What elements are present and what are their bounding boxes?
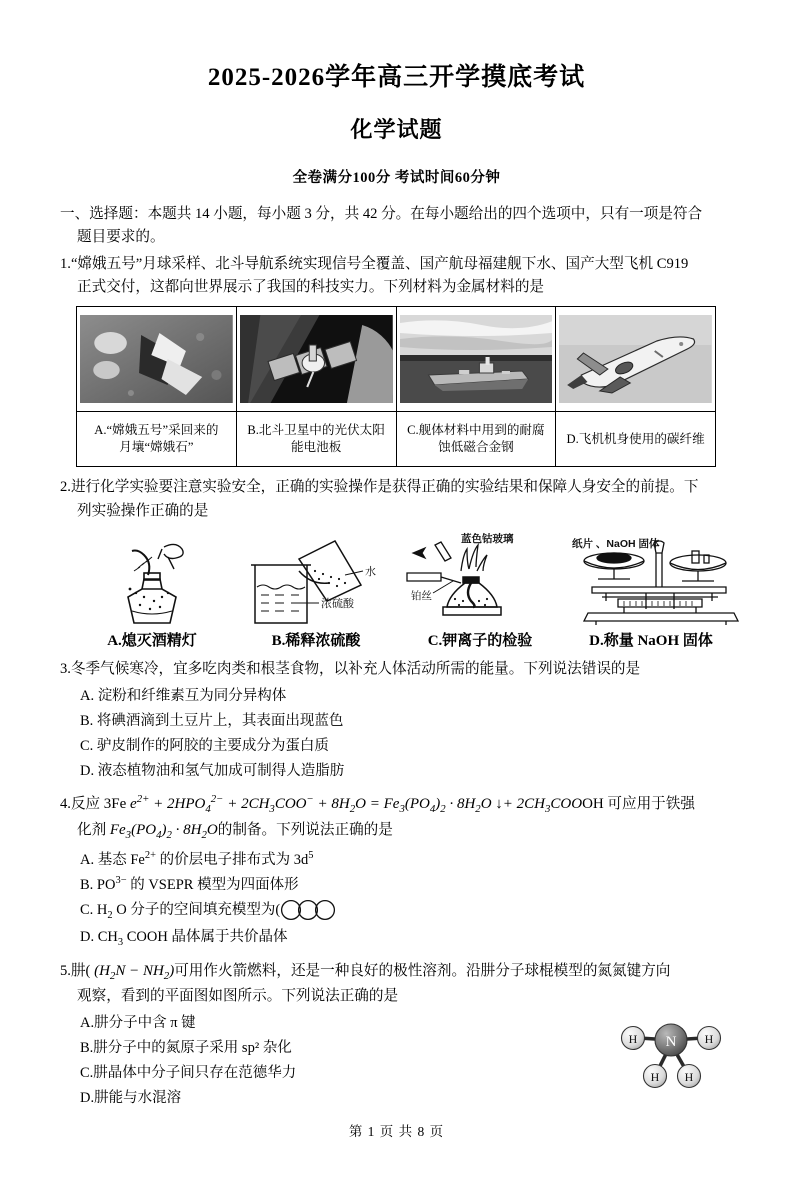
- alcohol-lamp-figure: [104, 531, 200, 627]
- caption-c-line-2: 蚀低磁合金钢: [438, 440, 514, 455]
- atom-label-h-4: H: [684, 1070, 694, 1084]
- question-1: [60, 253, 733, 300]
- experiment-option-d: [562, 531, 740, 650]
- question-5-option-a[interactable]: A.肼分子中含 π 键: [80, 1015, 196, 1032]
- question-1-number: 1.: [60, 255, 71, 272]
- annotation-blue-cobalt-glass: 蓝色钴玻璃: [461, 533, 514, 546]
- section-1-line-2: 题目要求的。: [77, 229, 165, 246]
- question-5-number: 5.: [60, 962, 71, 979]
- moon-sample-photo: [80, 315, 233, 403]
- question-4-number: 4.: [60, 795, 71, 812]
- section-1-line-1: 一、选择题：本题共 14 小题，每小题 3 分，共 42 分。在每小题给出的四个选项中，只有一项是符合: [60, 205, 703, 222]
- c919-airplane-photo: [559, 315, 712, 403]
- question-4-equation: 3Fe $e^{2+} + 2HPO_4^{2-} + 2CH_3COO^- + 8H_2O = Fe_3(PO_4)_2 \cdot 8H_2O$ ↓+ $2CH_3COOOH$: [103, 792, 604, 815]
- question-4-options: [60, 847, 733, 952]
- question-3-stem: 3.冬季气候寒冷，宜多吃肉类和根茎食物，以补充人体活动所需的能量。下列说法错误的是: [60, 661, 641, 678]
- atom-label-h-2: H: [704, 1032, 714, 1046]
- experiment-label-c: C.钾离子的检验: [427, 633, 533, 650]
- atom-label-h-1: H: [628, 1032, 638, 1046]
- question-3-option-a[interactable]: A. 淀粉和纤维素互为同分异构体: [80, 687, 287, 704]
- question-4-option-d[interactable]: D. $CH_3$ COOH 晶体属于共价晶体: [80, 929, 288, 948]
- dilute-sulfuric-acid-figure: [241, 531, 391, 627]
- question-3-option-b[interactable]: B. 将碘酒滴到土豆片上，其表面出现蓝色: [80, 712, 344, 729]
- caption-b-line-1: B.北斗卫星中的光伏太阳: [247, 423, 385, 438]
- hydrazine-ball-stick-figure: [611, 1014, 731, 1092]
- annotation-conc-sulfuric-acid: 浓硫酸: [321, 598, 354, 611]
- experiment-option-a: [70, 531, 234, 650]
- question-1-picture-table: [76, 306, 716, 467]
- flame-test-figure: [405, 531, 555, 627]
- caption-c-line-1: C.舰体材料中用到的耐腐: [407, 423, 545, 438]
- question-3-number: 3.: [60, 661, 71, 678]
- table-row-captions: [77, 412, 716, 467]
- question-5-stem-line-1: 5.肼( $(H_2N - NH_2)$可用作火箭燃料，还是一种良好的极性溶剂。沿肼分子球棍模型的氮氮键方向: [60, 962, 671, 982]
- section-1-instructions: [60, 203, 733, 250]
- experiment-label-a: A.熄灭酒精灯: [107, 633, 197, 650]
- question-4-formula: $Fe_3(PO_4)_2 \cdot 8H_2O$: [109, 822, 218, 842]
- question-3-option-c[interactable]: C. 驴皮制作的阿胶的主要成分为蛋白质: [80, 737, 329, 754]
- hydrazine-figure-wrap: [611, 1014, 731, 1092]
- question-2-stem-line-1: 2.进行化学实验要注意实验安全，正确的实验操作是获得正确的实验结果和保障人身安全的前提。下: [60, 479, 699, 496]
- page-title: 2025-2026学年高三开学摸底考试: [207, 64, 586, 91]
- experiment-option-b: [234, 531, 398, 650]
- table-row-images: [77, 307, 716, 412]
- experiment-option-c: [398, 531, 562, 650]
- annotation-platinum-wire: 铂丝: [411, 590, 432, 603]
- cell-image-a: [77, 307, 237, 412]
- question-4: [60, 791, 733, 845]
- experiment-label-d: D.称量 NaOH 固体: [589, 633, 713, 650]
- atom-label-n: N: [665, 1034, 677, 1050]
- annotation-paper-naoh-solid: 纸片 、NaOH 固体: [572, 538, 660, 551]
- experiment-label-b: B.稀释浓硫酸: [271, 633, 361, 650]
- beidou-satellite-photo: [240, 315, 393, 403]
- question-5-option-c[interactable]: C.肼晶体中分子间只存在范德华力: [80, 1064, 297, 1081]
- caption-b: [236, 412, 396, 467]
- exam-page: [0, 62, 793, 1184]
- page-subtitle: 化学试题: [350, 116, 443, 142]
- question-3-options: [60, 684, 733, 784]
- question-2-number: 2.: [60, 479, 71, 496]
- question-2-experiment-row: [70, 531, 740, 650]
- question-4-option-b[interactable]: B. $PO^{3-}$ 的 VSEPR 模型为四面体形: [80, 875, 299, 894]
- exam-meta: 全卷满分100分 考试时间60分钟: [292, 169, 501, 186]
- caption-d: [556, 412, 716, 467]
- atom-label-h-3: H: [650, 1070, 660, 1084]
- caption-b-line-2: 能电池板: [290, 440, 342, 455]
- question-4-stem-line-2: 化剂 $Fe_3(PO_4)_2 \cdot 8H_2O$的制备。下列说法正确的是: [77, 822, 393, 842]
- caption-a: [77, 412, 237, 467]
- question-3-option-d[interactable]: D. 液态植物油和氢气加成可制得人造脂肪: [80, 762, 345, 779]
- question-1-stem-line-2: 正式交付，这都向世界展示了我国的科技实力。下列材料为金属材料的是: [77, 279, 545, 296]
- question-1-stem-line-1: 1.“嫦娥五号”月球采样、北斗导航系统实现信号全覆盖、国产航母福建舰下水、国产大型飞机 C919: [60, 255, 689, 272]
- caption-c: [396, 412, 556, 467]
- cell-image-d: [556, 307, 716, 412]
- question-5-formula: $(H_2N - NH_2)$: [94, 962, 175, 982]
- question-2: [60, 476, 733, 523]
- question-5-option-b[interactable]: B.肼分子中的氮原子采用 sp² 杂化: [80, 1039, 292, 1056]
- question-3: [60, 658, 733, 682]
- question-5: [60, 959, 733, 1009]
- question-4-option-a[interactable]: A. 基态 $Fe^{2+}$ 的价层电子排布式为 $3d^5$: [80, 849, 314, 868]
- annotation-water: 水: [365, 566, 376, 579]
- cell-image-b: [236, 307, 396, 412]
- balance-weighing-figure: [562, 531, 740, 627]
- question-5-stem-line-2: 观察，看到的平面图如图所示。下列说法正确的是: [77, 988, 399, 1005]
- cell-image-c: [396, 307, 556, 412]
- caption-a-line-2: 月壤“嫦娥石”: [119, 440, 194, 455]
- water-space-filling-model-icon: [280, 899, 336, 921]
- question-5-option-d[interactable]: D.肼能与水混溶: [80, 1089, 182, 1106]
- aircraft-carrier-photo: [400, 315, 553, 403]
- question-4-stem-line-1: 4.反应 3Fe $e^{2+} + 2HPO_4^{2-} + 2CH_3COO^- + 8H_2O = Fe_3(PO_4)_2 \cdot 8H_2O$ ↓+ $2CH_3COOOH$ 可应用于铁强: [60, 792, 695, 815]
- question-2-stem-line-2: 列实验操作正确的是: [77, 502, 209, 519]
- caption-a-line-1: A.“嫦娥五号”采回来的: [94, 423, 219, 438]
- question-4-option-c[interactable]: C. $H_2$ O 分子的空间填充模型为(: [80, 898, 733, 925]
- caption-d-line-1: D.飞机机身使用的碳纤维: [566, 431, 705, 446]
- page-footer: 第 1 页 共 8 页: [348, 1124, 445, 1139]
